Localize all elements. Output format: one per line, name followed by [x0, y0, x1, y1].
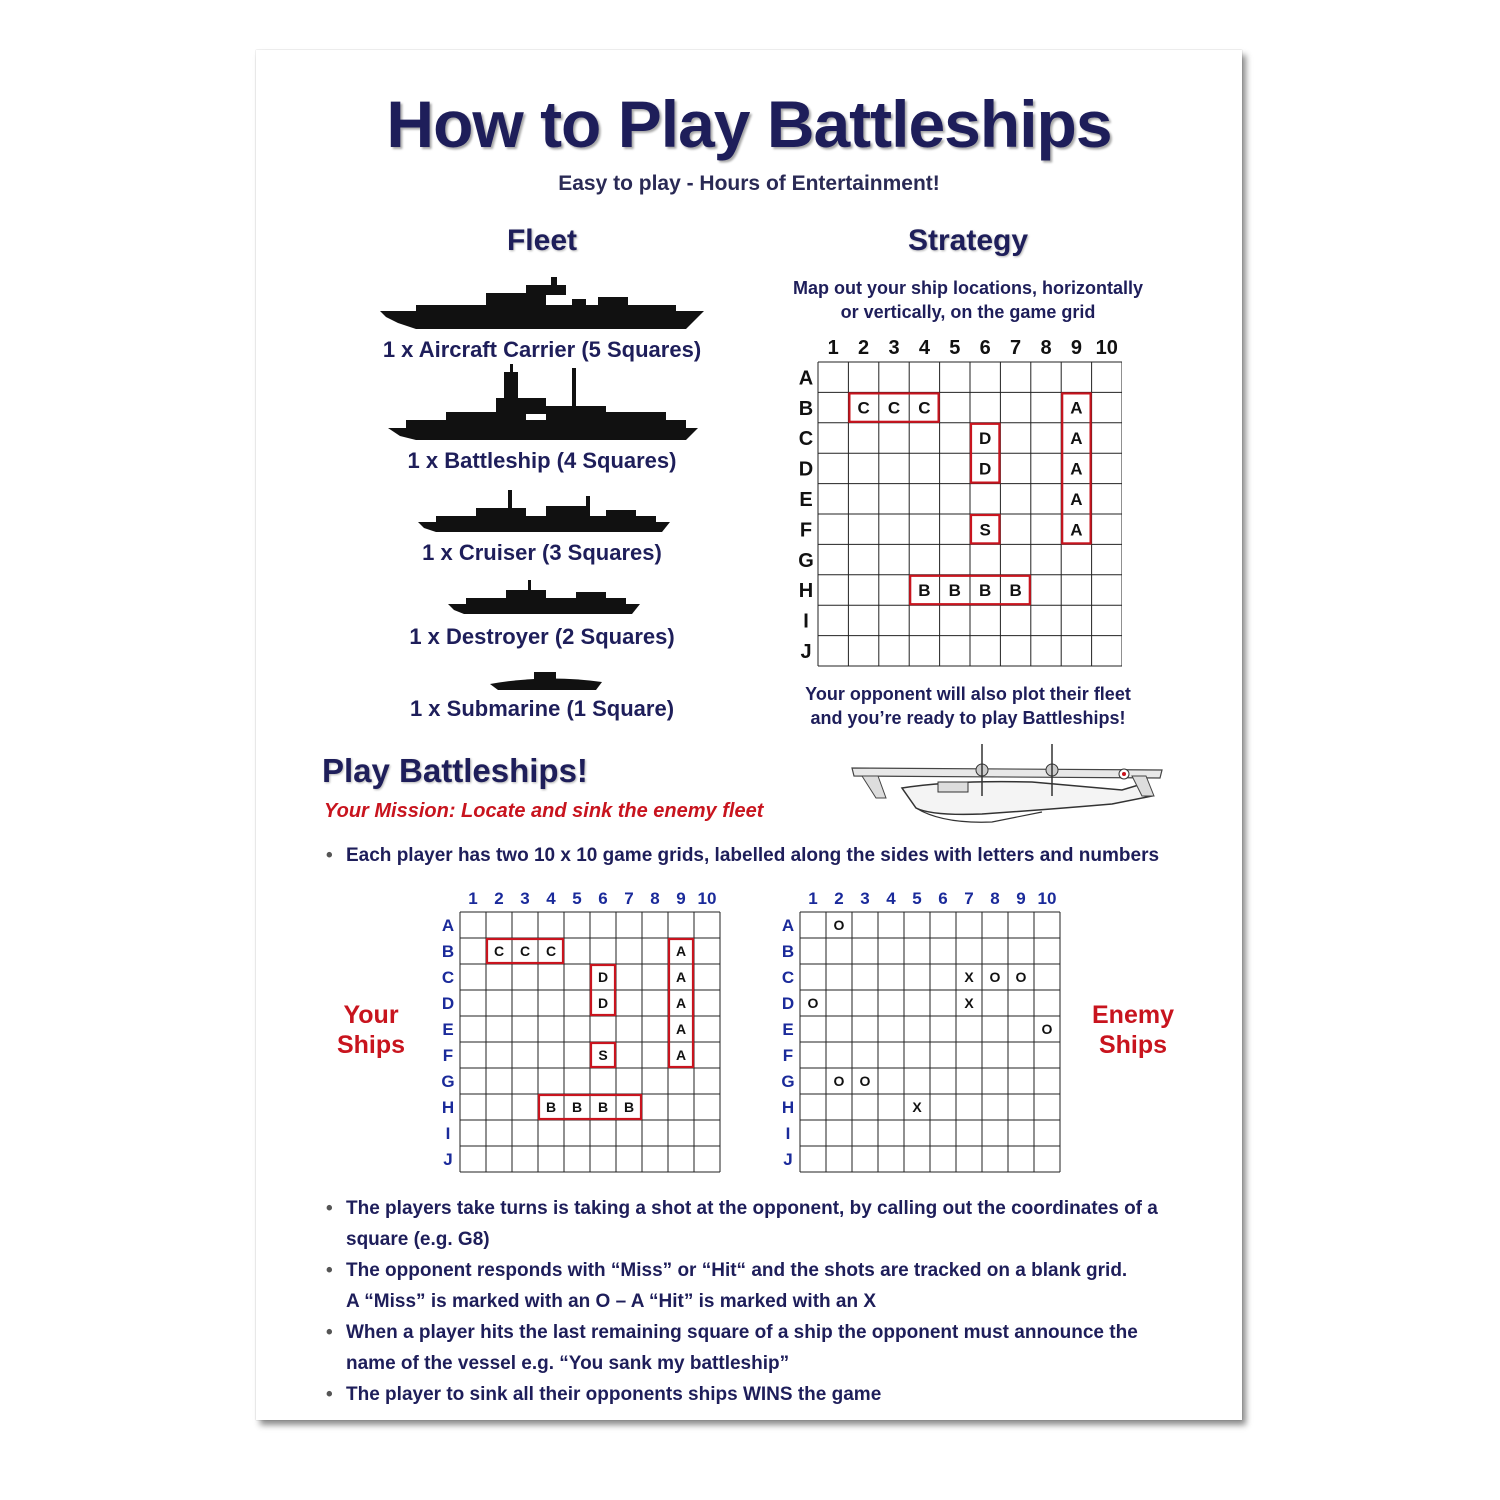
- row-label: C: [781, 968, 795, 988]
- ship-cell-letter: D: [597, 969, 609, 986]
- row-label: E: [799, 489, 813, 511]
- page-subtitle: Easy to play - Hours of Entertainment!: [558, 172, 940, 195]
- ship-cell-letter: D: [597, 995, 609, 1012]
- destroyer-silhouette-icon: [446, 578, 646, 618]
- column-label: 1: [808, 889, 818, 908]
- column-label: 8: [650, 889, 660, 908]
- row-label: B: [781, 942, 795, 962]
- fleet-ship-label: 1 x Destroyer (2 Squares): [409, 624, 675, 649]
- ship-cell-letter: C: [887, 398, 901, 418]
- miss-mark: O: [989, 969, 1001, 986]
- rule-line: • The opponent responds with “Miss” or “Hit“ and the shots are tracked on a blank grid.: [346, 1260, 1128, 1281]
- hit-mark: X: [964, 995, 974, 1012]
- rule-line: • When a player hits the last remaining square of a ship the opponent must announce the: [346, 1322, 1138, 1343]
- fleet-ship-label: 1 x Cruiser (3 Squares): [422, 540, 662, 565]
- ship-cell-letter: B: [571, 1099, 583, 1116]
- ship-cell-letter: B: [545, 1099, 557, 1116]
- rule-item: [322, 1379, 1222, 1410]
- column-label: 5: [912, 889, 922, 908]
- row-label: D: [441, 994, 455, 1014]
- row-label: C: [441, 968, 455, 988]
- column-label: 9: [1070, 337, 1082, 359]
- ship-cell-letter: A: [1070, 520, 1083, 540]
- rule-line: • The player to sink all their opponents ships WINS the game: [346, 1384, 882, 1405]
- your-ships-grid: [430, 886, 726, 1176]
- column-label: 5: [949, 337, 961, 359]
- strategy-outro: [748, 682, 1188, 730]
- ship-cell-letter: A: [675, 1047, 687, 1064]
- row-label: I: [785, 1124, 791, 1144]
- miss-mark: O: [833, 1073, 845, 1090]
- aircraft-carrier-silhouette-icon: [376, 275, 716, 335]
- strategy-intro-line: or vertically, on the game grid: [840, 302, 1096, 322]
- row-label: H: [781, 1098, 795, 1118]
- ship-cell-letter: S: [979, 520, 991, 540]
- ship-cell-letter: C: [545, 943, 557, 960]
- rule-line: square (e.g. G8): [346, 1229, 490, 1250]
- row-label: E: [442, 1020, 454, 1040]
- column-label: 10: [1095, 337, 1118, 359]
- rule-line: A “Miss” is marked with an O – A “Hit” is marked with an X: [346, 1291, 877, 1312]
- intro-bullet-list: [322, 840, 1202, 871]
- strategy-heading: Strategy: [907, 224, 1029, 257]
- column-label: 6: [979, 337, 991, 359]
- rule-line: name of the vessel e.g. “You sank my battleship”: [346, 1353, 790, 1374]
- instruction-sheet: [256, 50, 1242, 1420]
- miss-mark: O: [833, 917, 845, 934]
- row-label: E: [782, 1020, 794, 1040]
- ship-cell-letter: B: [597, 1099, 609, 1116]
- column-label: 1: [468, 889, 478, 908]
- row-label: J: [783, 1150, 793, 1170]
- your-ships-line: Your: [343, 1001, 399, 1029]
- ship-cell-letter: C: [493, 943, 505, 960]
- column-label: 7: [624, 889, 634, 908]
- ship-cell-letter: C: [857, 398, 870, 418]
- row-label: G: [781, 1072, 795, 1092]
- row-label: I: [803, 610, 809, 633]
- rule-item: [322, 1193, 1222, 1255]
- seaplane-illustration-icon: [842, 740, 1172, 830]
- ship-cell-letter: A: [1070, 429, 1083, 449]
- ship-cell-letter: A: [675, 943, 687, 960]
- enemy-ships-line: Ships: [1098, 1031, 1168, 1059]
- ship-cell-letter: A: [1070, 489, 1083, 509]
- enemy-ships-line: Enemy: [1092, 1001, 1174, 1029]
- column-label: 2: [494, 889, 504, 908]
- ship-cell-letter: D: [979, 459, 992, 479]
- row-label: H: [798, 580, 814, 603]
- mission-statement: Your Mission: Locate and sink the enemy fleet: [324, 800, 764, 822]
- ship-cell-letter: B: [1009, 581, 1022, 601]
- column-label: 7: [1010, 337, 1022, 359]
- ship-cell-letter: A: [675, 995, 687, 1012]
- fleet-heading: Fleet: [506, 224, 578, 257]
- rules-bullet-list: [322, 1193, 1222, 1410]
- row-label: G: [441, 1072, 455, 1092]
- cruiser-silhouette-icon: [416, 488, 676, 536]
- miss-mark: O: [807, 995, 819, 1012]
- column-label: 10: [697, 889, 717, 908]
- page-title: How to Play Battleships: [386, 87, 1112, 161]
- fleet-ship-label: 1 x Aircraft Carrier (5 Squares): [382, 337, 702, 362]
- column-label: 4: [918, 337, 930, 359]
- row-label: J: [443, 1150, 453, 1170]
- fleet-ship-label: 1 x Battleship (4 Squares): [407, 448, 677, 473]
- hit-mark: X: [912, 1099, 922, 1116]
- rule-item: [322, 1317, 1222, 1379]
- row-label: A: [798, 367, 814, 390]
- miss-mark: O: [859, 1073, 871, 1090]
- row-label: G: [798, 549, 814, 572]
- ship-cell-letter: A: [1070, 398, 1083, 418]
- row-label: C: [798, 428, 814, 451]
- row-label: J: [800, 641, 812, 663]
- column-label: 6: [598, 889, 608, 908]
- column-label: 4: [546, 889, 556, 908]
- column-label: 3: [888, 337, 900, 359]
- row-label: F: [799, 519, 813, 542]
- play-heading: Play Battleships!: [322, 752, 588, 789]
- column-label: 2: [858, 337, 870, 359]
- ship-cell-letter: A: [675, 969, 687, 986]
- ship-cell-letter: C: [918, 398, 931, 418]
- column-label: 3: [860, 889, 870, 908]
- ship-cell-letter: S: [598, 1047, 608, 1064]
- row-label: F: [782, 1046, 794, 1066]
- fleet-ship-label: 1 x Submarine (1 Square): [409, 696, 675, 721]
- row-label: A: [781, 916, 795, 936]
- column-label: 2: [834, 889, 844, 908]
- ship-cell-letter: A: [1070, 459, 1083, 479]
- miss-mark: O: [1015, 969, 1027, 986]
- column-label: 3: [520, 889, 530, 908]
- column-label: 4: [886, 889, 896, 908]
- battleship-silhouette-icon: [386, 362, 706, 442]
- row-label: A: [441, 916, 455, 936]
- rule-line: • The players take turns is taking a shot at the opponent, by calling out the coordinates of a: [346, 1198, 1158, 1219]
- column-label: 7: [964, 889, 974, 908]
- ship-cell-letter: B: [918, 581, 931, 601]
- ship-cell-letter: B: [948, 581, 961, 601]
- submarine-silhouette-icon: [486, 666, 606, 696]
- strategy-grid: [782, 330, 1122, 670]
- column-label: 9: [676, 889, 686, 908]
- ship-cell-letter: C: [519, 943, 531, 960]
- row-label: B: [441, 942, 455, 962]
- rule-item: [322, 1255, 1222, 1317]
- bullet-item: • Each player has two 10 x 10 game grids, labelled along the sides with letters and numbers: [322, 840, 1202, 871]
- column-label: 8: [990, 889, 1000, 908]
- column-label: 8: [1040, 337, 1052, 359]
- column-label: 6: [938, 889, 948, 908]
- strategy-outro-line: and you’re ready to play Battleships!: [810, 708, 1126, 728]
- hit-mark: X: [964, 969, 974, 986]
- strategy-outro-line: Your opponent will also plot their fleet: [805, 684, 1131, 704]
- column-label: 5: [572, 889, 582, 908]
- ship-cell-letter: B: [623, 1099, 635, 1116]
- strategy-intro: [748, 276, 1188, 324]
- row-label: F: [442, 1046, 454, 1066]
- ship-cell-letter: D: [979, 429, 992, 449]
- ship-cell-letter: A: [675, 1021, 687, 1038]
- row-label: B: [798, 397, 814, 420]
- row-label: D: [781, 994, 795, 1014]
- row-label: I: [445, 1124, 451, 1144]
- your-ships-line: Ships: [336, 1031, 406, 1059]
- column-label: 1: [827, 337, 839, 359]
- row-label: D: [798, 458, 814, 481]
- column-label: 10: [1037, 889, 1057, 908]
- strategy-intro-line: Map out your ship locations, horizontally: [792, 278, 1143, 298]
- miss-mark: O: [1041, 1021, 1053, 1038]
- ship-cell-letter: B: [979, 581, 992, 601]
- your-ships-label: [316, 1000, 426, 1060]
- column-label: 9: [1016, 889, 1026, 908]
- enemy-ships-label: [1078, 1000, 1188, 1060]
- row-label: H: [441, 1098, 455, 1118]
- enemy-ships-grid: [770, 886, 1066, 1176]
